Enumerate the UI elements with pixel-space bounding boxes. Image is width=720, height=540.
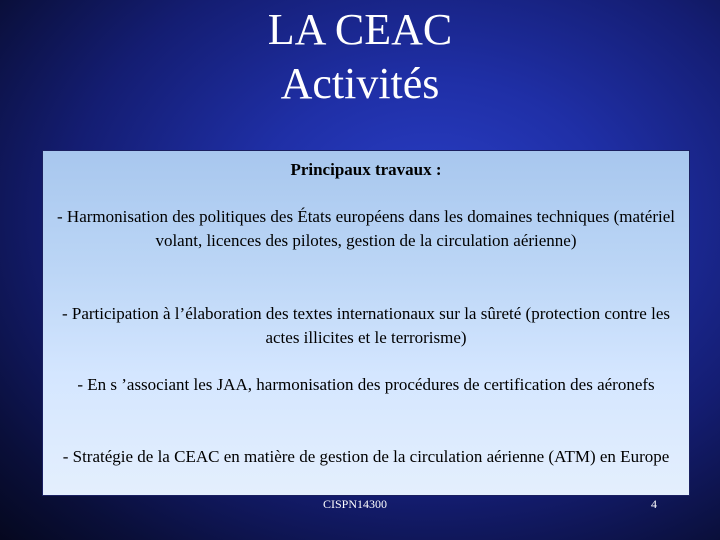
slide-title-line2: Activités xyxy=(280,59,440,108)
content-box xyxy=(42,150,690,496)
box-heading: Principaux travaux : xyxy=(290,160,442,179)
slide-title-line1: LA CEAC xyxy=(267,5,453,54)
list-item: - En s ’associant les JAA, harmonisation des procédures de certification des aéronefs xyxy=(77,375,655,394)
list-item: - Stratégie de la CEAC en matière de gestion de la circulation aérienne (ATM) en Europe xyxy=(62,447,670,466)
page-number: 4 xyxy=(651,497,657,511)
list-item: - Harmonisation des politiques des États européens dans les domaines techniques (matériel volant, licences des pilotes, gestion de la circulation aérienne) xyxy=(57,207,675,250)
list-item: - Participation à l’élaboration des textes internationaux sur la sûreté (protection contre les actes illicites et le terrorisme) xyxy=(61,304,670,347)
footer-code: CISPN14300 xyxy=(323,497,388,511)
